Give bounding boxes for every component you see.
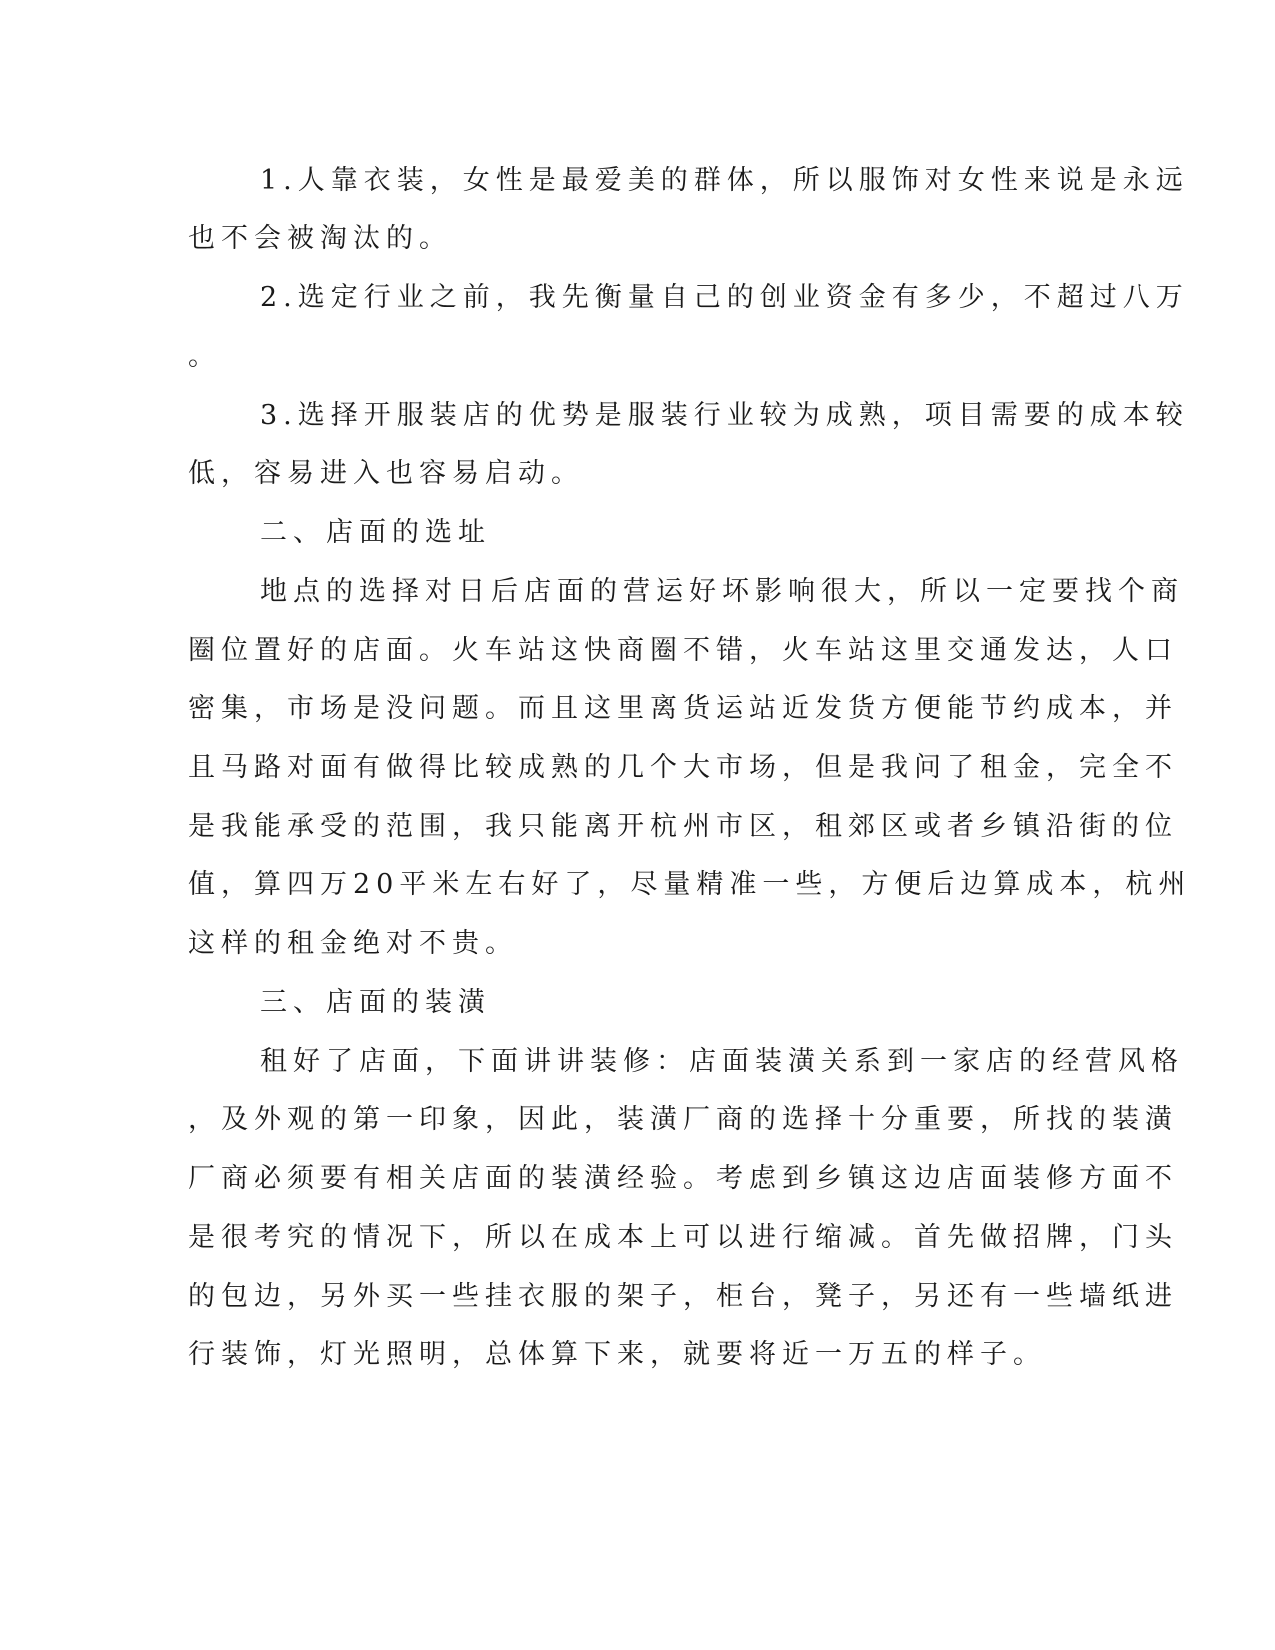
paragraph-3-line-1: 3.选择开服装店的优势是服装行业较为成熟，项目需要的成本较 xyxy=(260,400,1189,431)
paragraph-3-line-2: 低，容易进入也容易启动。 xyxy=(188,458,584,489)
paragraph-1-line-2: 也不会被淘汰的。 xyxy=(188,223,452,254)
paragraph-5-line-2: ，及外观的第一印象，因此，装潢厂商的选择十分重要，所找的装潢 xyxy=(188,1104,1178,1135)
paragraph-5-line-1: 租好了店面，下面讲讲装修：店面装潢关系到一家店的经营风格 xyxy=(260,1046,1184,1077)
paragraph-1-line-1: 1.人靠衣装，女性是最爱美的群体，所以服饰对女性来说是永远 xyxy=(260,165,1189,196)
paragraph-5-line-6: 行装饰，灯光照明，总体算下来，就要将近一万五的样子。 xyxy=(188,1339,1046,1370)
paragraph-4-line-4: 且马路对面有做得比较成熟的几个大市场，但是我问了租金，完全不 xyxy=(188,752,1178,783)
section-heading-decoration: 三、店面的装潢 xyxy=(260,987,491,1018)
paragraph-4-line-7: 这样的租金绝对不贵。 xyxy=(188,928,518,959)
paragraph-4-line-6: 值，算四万20平米左右好了，尽量精准一些，方便后边算成本，杭州 xyxy=(188,869,1192,900)
paragraph-4-line-1: 地点的选择对日后店面的营运好坏影响很大，所以一定要找个商 xyxy=(260,576,1184,607)
section-heading-location: 二、店面的选址 xyxy=(260,517,491,548)
paragraph-5-line-4: 是很考究的情况下，所以在成本上可以进行缩减。首先做招牌，门头 xyxy=(188,1222,1178,1253)
paragraph-4-line-3: 密集，市场是没问题。而且这里离货运站近发货方便能节约成本，并 xyxy=(188,693,1178,724)
paragraph-4-line-2: 圈位置好的店面。火车站这快商圈不错，火车站这里交通发达，人口 xyxy=(188,635,1178,666)
paragraph-2-line-1: 2.选定行业之前，我先衡量自己的创业资金有多少，不超过八万 xyxy=(260,282,1189,313)
paragraph-4-line-5: 是我能承受的范围，我只能离开杭州市区，租郊区或者乡镇沿街的位 xyxy=(188,811,1178,842)
paragraph-5-line-5: 的包边，另外买一些挂衣服的架子，柜台，凳子，另还有一些墙纸进 xyxy=(188,1281,1178,1312)
paragraph-2-line-2: 。 xyxy=(188,341,221,372)
paragraph-5-line-3: 厂商必须要有相关店面的装潢经验。考虑到乡镇这边店面装修方面不 xyxy=(188,1163,1178,1194)
